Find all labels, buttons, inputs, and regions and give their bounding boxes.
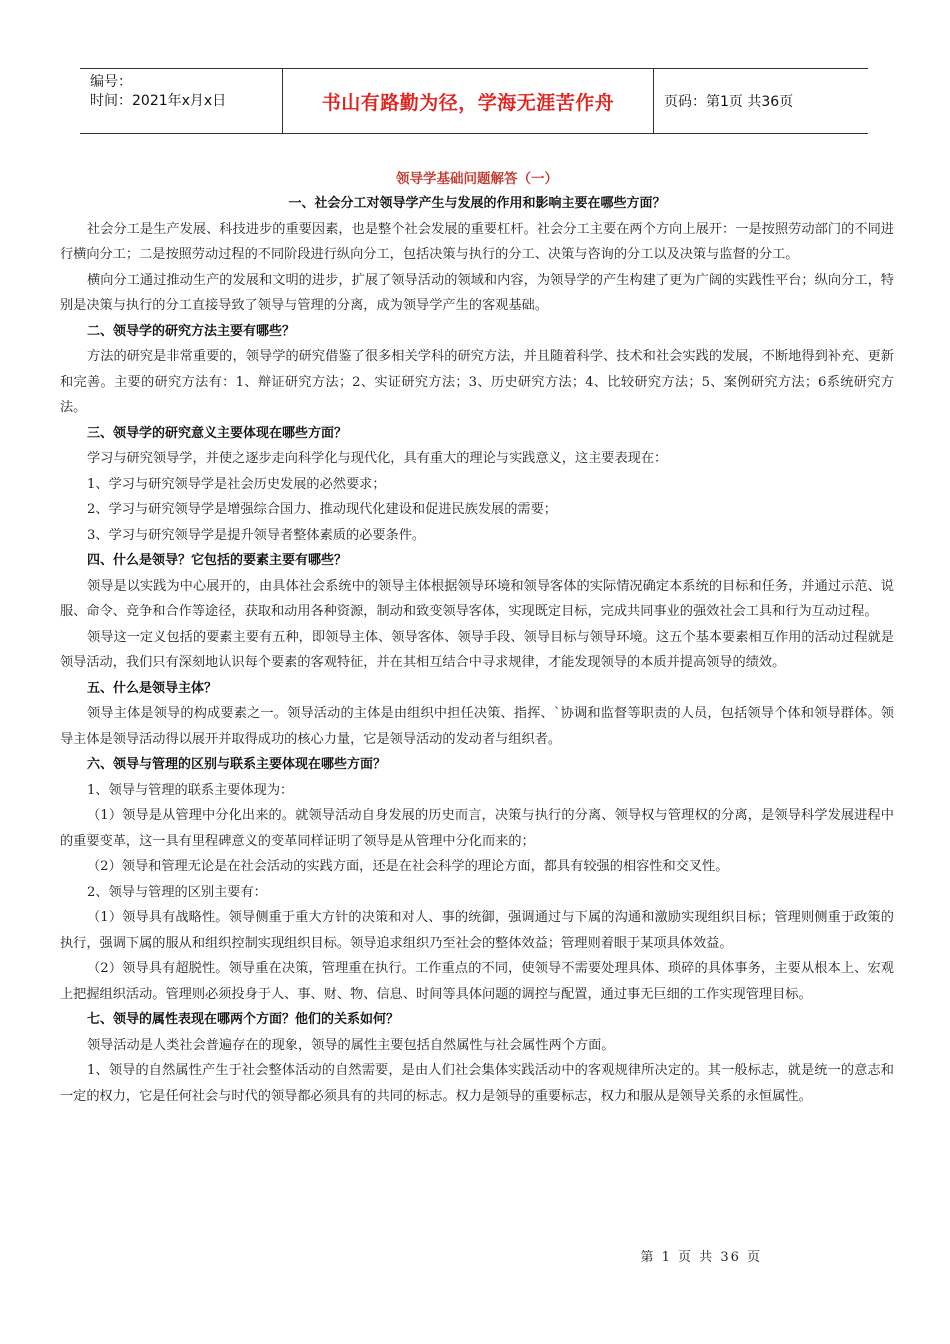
footer-page-number: 第 1 页 共 36 页 — [640, 1250, 762, 1265]
header-page-label: 页码：第1页 共36页 — [664, 94, 794, 110]
paragraph: （1）领导是从管理中分化出来的。就领导活动自身发展的历史而言，决策与执行的分离、领导权与管理权的分离，是领导科学发展进程中的重要变革，这一具有里程碑意义的变革同样证明了领导是从管理中分化而来的； — [60, 808, 894, 849]
question-heading: 四、什么是领导？它包括的要素主要有哪些？ — [87, 553, 348, 568]
paragraph: 社会分工是生产发展、科技进步的重要因素，也是整个社会发展的重要杠杆。社会分工主要在两个方向上展开：一是按照劳动部门的不同进行横向分工；二是按照劳动过程的不同阶段进行纵向分工，包括决策与执行的分工、决策与咨询的分工以及决策与监督的分工。 — [60, 221, 894, 262]
header-meta — [80, 69, 282, 133]
header-slogan-cell — [282, 69, 654, 133]
date-label: 时间：2021年x月x日 — [90, 93, 227, 109]
paragraph: 方法的研究是非常重要的，领导学的研究借鉴了很多相关学科的研究方法，并且随着科学、技术和社会实践的发展，不断地得到补充、更新和完善。主要的研究方法有：1、辩证研究方法；2、实证研究方法；3、历史研究方法；4、比较研究方法；5、案例研究方法；6系统研究方法。 — [60, 349, 894, 415]
paragraph: 2、领导与管理的区别主要有： — [87, 884, 267, 900]
paragraph: 1、领导与管理的联系主要体现为： — [87, 782, 294, 798]
paragraph: 领导活动是人类社会普遍存在的现象，领导的属性主要包括自然属性与社会属性两个方面。 — [87, 1037, 615, 1053]
paragraph: 1、学习与研究领导学是社会历史发展的必然要求； — [87, 476, 386, 492]
paragraph: （2）领导和管理无论是在社会活动的实践方面，还是在社会科学的理论方面，都具有较强的相容性和交叉性。 — [87, 859, 729, 874]
header-slogan: 书山有路勤为径，学海无涯苦作舟 — [321, 91, 615, 114]
paragraph: （1）领导具有战略性。领导侧重于重大方针的决策和对人、事的统御，强调通过与下属的沟通和激励实现组织目标；管理则侧重于政策的执行，强调下属的服从和组织控制实现组织目标。领导追求组织乃至社会的整体效益；管理则着眼于某项具体效益。 — [60, 910, 894, 951]
document-title: 领导学基础问题解答（一） — [396, 171, 558, 187]
paragraph: （2）领导具有超脱性。领导重在决策，管理重在执行。工作重点的不同，使领导不需要处理具体、琐碎的具体事务，主要从根本上、宏观上把握组织活动。管理则必须投身于人、事、财、物、信息、时间等具体问题的调控与配置，通过事无巨细的工作实现管理目标。 — [60, 961, 894, 1002]
paragraph: 3、学习与研究领导学是提升领导者整体素质的必要条件。 — [87, 527, 426, 543]
question-heading: 六、领导与管理的区别与联系主要体现在哪些方面？ — [87, 757, 387, 772]
paragraph: 2、学习与研究领导学是增强综合国力、推动现代化建设和促进民族发展的需要； — [87, 502, 557, 517]
header-page-cell — [654, 69, 868, 133]
question-heading: 一、社会分工对领导学产生与发展的作用和影响主要在哪些方面？ — [288, 196, 666, 211]
paragraph: 学习与研究领导学，并使之逐步走向科学化与现代化，具有重大的理论与实践意义，这主要表现在： — [87, 451, 668, 466]
paragraph: 领导是以实践为中心展开的，由具体社会系统中的领导主体根据领导环境和领导客体的实际情况确定本系统的目标和任务，并通过示范、说服、命令、竞争和合作等途径，获取和动用各种资源，制动和致变领导客体，实现既定目标，完成共同事业的强效社会工具和行为互动过程。 — [60, 578, 894, 619]
question-heading: 二、领导学的研究方法主要有哪些？ — [87, 323, 296, 339]
question-heading: 七、领导的属性表现在哪两个方面？他们的关系如何？ — [87, 1012, 400, 1027]
paragraph: 领导主体是领导的构成要素之一。领导活动的主体是由组织中担任决策、指挥、`协调和监督等职责的人员，包括领导个体和领导群体。领导主体是领导活动得以展开并取得成功的核心力量，它是领导活动的发动者与组织者。 — [60, 706, 894, 747]
paragraph: 横向分工通过推动生产的发展和文明的进步，扩展了领导活动的领域和内容，为领导学的产生构建了更为广阔的实践性平台；纵向分工，特别是决策与执行的分工直接导致了领导与管理的分离，成为领导学产生的客观基础。 — [60, 272, 894, 313]
question-heading: 三、领导学的研究意义主要体现在哪些方面？ — [87, 425, 348, 441]
paragraph: 领导这一定义包括的要素主要有五种，即领导主体、领导客体、领导手段、领导目标与领导环境。这五个基本要素相互作用的活动过程就是领导活动，我们只有深刻地认识每个要素的客观特征，并在其相互结合中寻求规律，才能发现领导的本质并提高领导的绩效。 — [60, 629, 894, 670]
document-body — [60, 167, 894, 1109]
page-header — [80, 68, 868, 134]
paragraph: 1、领导的自然属性产生于社会整体活动的自然需要，是由人们社会集体实践活动中的客观规律所决定的。其一般标志，就是统一的意志和一定的权力，它是任何社会与时代的领导都必须具有的共同的标志。权力是领导的重要标志，权力和服从是领导关系的永恒属性。 — [60, 1063, 894, 1104]
number-label: 编号： — [90, 74, 132, 90]
question-heading: 五、什么是领导主体？ — [87, 680, 218, 696]
